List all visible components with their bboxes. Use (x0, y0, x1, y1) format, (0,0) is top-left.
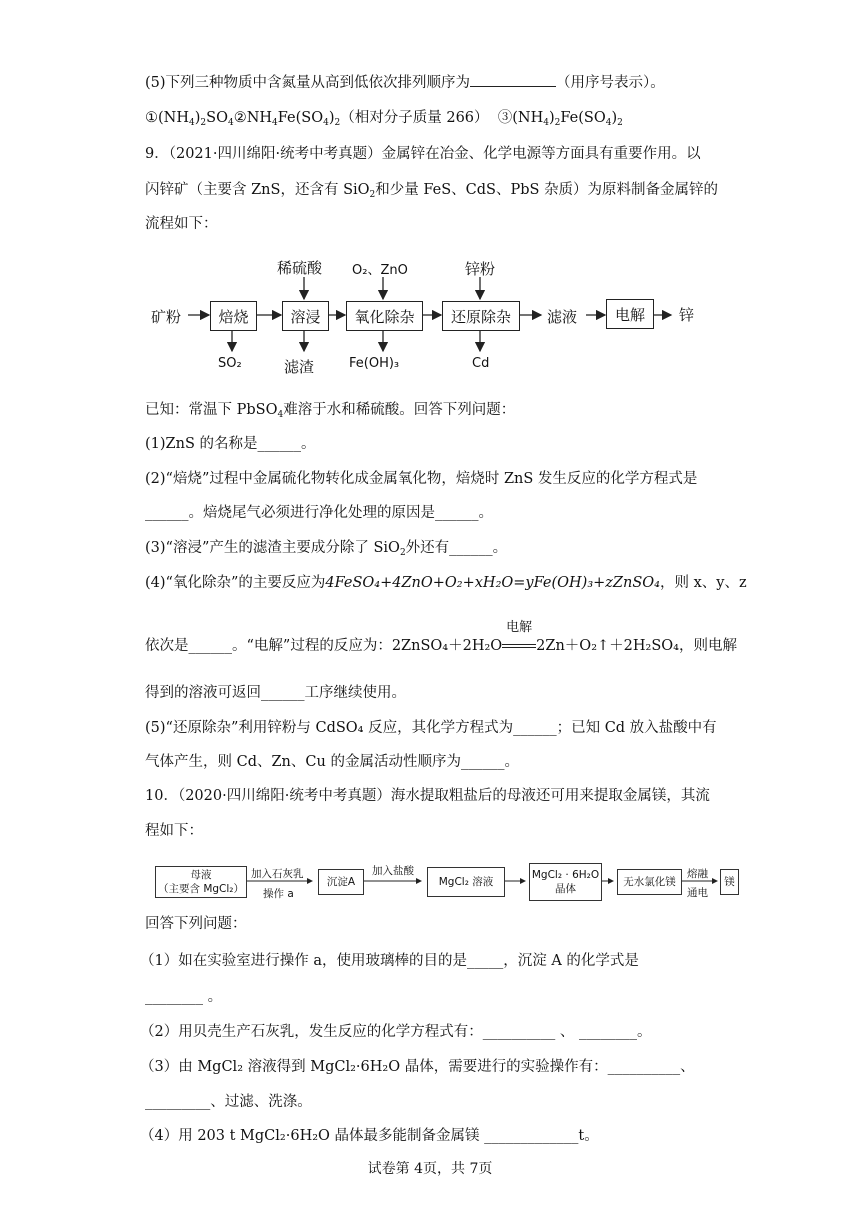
q8-5-hint: （用序号表示）。 (556, 75, 665, 91)
q9-p2-b: ______。焙烧尾气必须进行净化处理的原因是______。 (145, 505, 493, 521)
opt1: ①(NH (145, 110, 189, 126)
q10-p4: （4）用 203 t MgCl₂·6H₂O 晶体最多能制备金属镁 _____________t。 (140, 1128, 599, 1144)
flow-step-roast: 焙烧 (210, 301, 257, 331)
text: 依次是______。“电解”过程的反应为：2ZnSO₄＋2H₂O (145, 638, 503, 654)
opt2-note: （相对分子质量 266） (340, 110, 489, 126)
sub: 4 (189, 118, 195, 128)
opt2b: Fe(SO (277, 110, 324, 126)
sub: 2 (399, 548, 406, 558)
sub: 4 (543, 118, 549, 128)
text: 已知：常温下 PbSO (145, 402, 278, 418)
flow-input-acid: 稀硫酸 (277, 259, 323, 277)
q9-p2-a: (2)“焙烧”过程中金属硫化物转化成金属氧化物，焙烧时 ZnS 发生反应的化学方程式是 (145, 471, 698, 487)
flow-end-zinc: 锌 (679, 306, 695, 324)
q8-5-stem: (5)下列三种物质中含氮量从高到低依次排列顺序为 (145, 75, 471, 91)
text: （主要含 MgCl₂） (157, 883, 245, 895)
q10-answer-prompt: 回答下列问题： (145, 916, 247, 932)
flow-start-ore: 矿粉 (151, 308, 182, 326)
sub: 4 (323, 118, 329, 128)
flow-anhydrous-mgcl2: 无水氯化镁 (617, 869, 682, 895)
flow-input-o2-zno: O₂、ZnO (352, 263, 408, 278)
sub: 4 (277, 410, 284, 420)
sub: 2 (334, 118, 341, 128)
flow-input-zinc-powder: 锌粉 (465, 260, 496, 278)
q9-p4-c (145, 620, 737, 656)
q9-p4-e: 得到的溶液可返回______工序继续使用。 (145, 685, 406, 701)
q10-p1-a: （1）如在实验室进行操作 a，使用玻璃棒的目的是_____，沉淀 A 的化学式是 (140, 953, 639, 969)
opt2c: ) (328, 110, 335, 126)
electrolysis-condition (502, 620, 536, 656)
flow-op-lime: 加入石灰乳 (251, 868, 304, 880)
sub: 2 (617, 118, 623, 128)
q9-intro-1: 9．（2021·四川绵阳·统考中考真题）金属锌在冶金、化学电源等方面具有重要作用。以 (145, 146, 701, 162)
opt1c: SO (206, 110, 228, 126)
flow-end-mg: 镁 (720, 869, 739, 895)
opt3c: Fe(SO (560, 110, 606, 126)
q9-intro-3: 流程如下： (145, 216, 218, 232)
q9-p4-a (145, 573, 747, 593)
text: 2Zn＋O₂↑＋2H₂SO₄，则电解 (536, 638, 737, 654)
flow-crystal (529, 863, 602, 901)
flow-step-oxidize: 氧化除杂 (346, 301, 423, 331)
flow-op-melt: 熔融 (687, 868, 708, 880)
sub: 4 (227, 118, 234, 128)
flow-step-reduce: 还原除杂 (442, 301, 520, 331)
sub: 2 (369, 190, 376, 200)
q10-p1-b: ________ 。 (145, 989, 223, 1005)
flow-filtrate: 滤液 (547, 308, 578, 326)
text: (4)“氧化除杂”的主要反应为 (145, 575, 326, 591)
text: 晶体 (555, 883, 576, 895)
flow-output-cd: Cd (472, 356, 490, 371)
flow-output-residue: 滤渣 (284, 358, 315, 376)
page-footer: 试卷第 4页，共 7页 (367, 1161, 493, 1177)
text: 难溶于水和稀硫酸。回答下列问题： (283, 402, 516, 418)
flow-output-feoh3: Fe(OH)₃ (349, 356, 400, 371)
q10-p3-a: （3）由 MgCl₂ 溶液得到 MgCl₂·6H₂O 晶体，需要进行的实验操作有：__________、 (140, 1059, 695, 1075)
q9-p1: (1)ZnS 的名称是______。 (145, 436, 316, 452)
flow-electrolysis: 电解 (606, 299, 654, 329)
sub: 4 (272, 118, 278, 128)
sub: 2 (554, 118, 561, 128)
text: ，则 x、y、z (659, 575, 747, 591)
flow-step-leach: 溶浸 (282, 301, 329, 331)
q9-known (145, 400, 515, 420)
flow-op-hcl: 加入盐酸 (372, 865, 414, 877)
flow-precipitate-a: 沉淀A (318, 869, 364, 895)
flow-op-a: 操作 a (263, 888, 294, 900)
q9-p5-a: (5)“还原除杂”利用锌粉与 CdSO₄ 反应，其化学方程式为______；已知 Cd 放入盐酸中有 (145, 720, 717, 736)
opt3d: ) (611, 110, 618, 126)
flow-op-electric: 通电 (687, 887, 708, 899)
q10-p2: （2）用贝壳生产石灰乳，发生反应的化学方程式有：__________ 、 ________。 (140, 1024, 652, 1040)
opt1b: ) (194, 110, 201, 126)
flow-mother-liquor (155, 866, 247, 898)
text: 闪锌矿（主要含 ZnS，还含有 SiO (145, 182, 370, 198)
flow-mgcl2-solution: MgCl₂ 溶液 (427, 867, 505, 897)
text: 母液 (190, 869, 212, 881)
sub: 4 (605, 118, 612, 128)
q10-p3-b: _________、过滤、洗涤。 (145, 1094, 312, 1110)
text: 和少量 FeS、CdS、PbS 杂质）为原料制备金属锌的 (375, 182, 719, 198)
q10-intro-1: 10．（2020·四川绵阳·统考中考真题）海水提取粗盐后的母液还可用来提取金属镁，其流 (145, 788, 710, 804)
text: 外还有______。 (405, 540, 508, 556)
condition-label: 电解 (506, 620, 533, 635)
opt3: ③(NH (497, 110, 544, 126)
text: (3)“溶浸”产生的滤渣主要成分除了 SiO (145, 540, 400, 556)
flow-output-so2: SO₂ (218, 356, 242, 371)
opt2: ②NH (233, 110, 273, 126)
sub: 2 (200, 118, 207, 128)
text: MgCl₂ · 6H₂O (531, 869, 600, 881)
q9-p3 (145, 538, 507, 558)
q9-p5-b: 气体产生，则 Cd、Zn、Cu 的金属活动性顺序为______。 (145, 754, 519, 770)
opt3b: ) (549, 110, 555, 126)
oxidation-equation: 4FeSO₄+4ZnO+O₂+xH₂O=yFe(OH)₃+zZnSO₄ (325, 575, 660, 591)
q10-intro-2: 程如下： (145, 823, 203, 839)
